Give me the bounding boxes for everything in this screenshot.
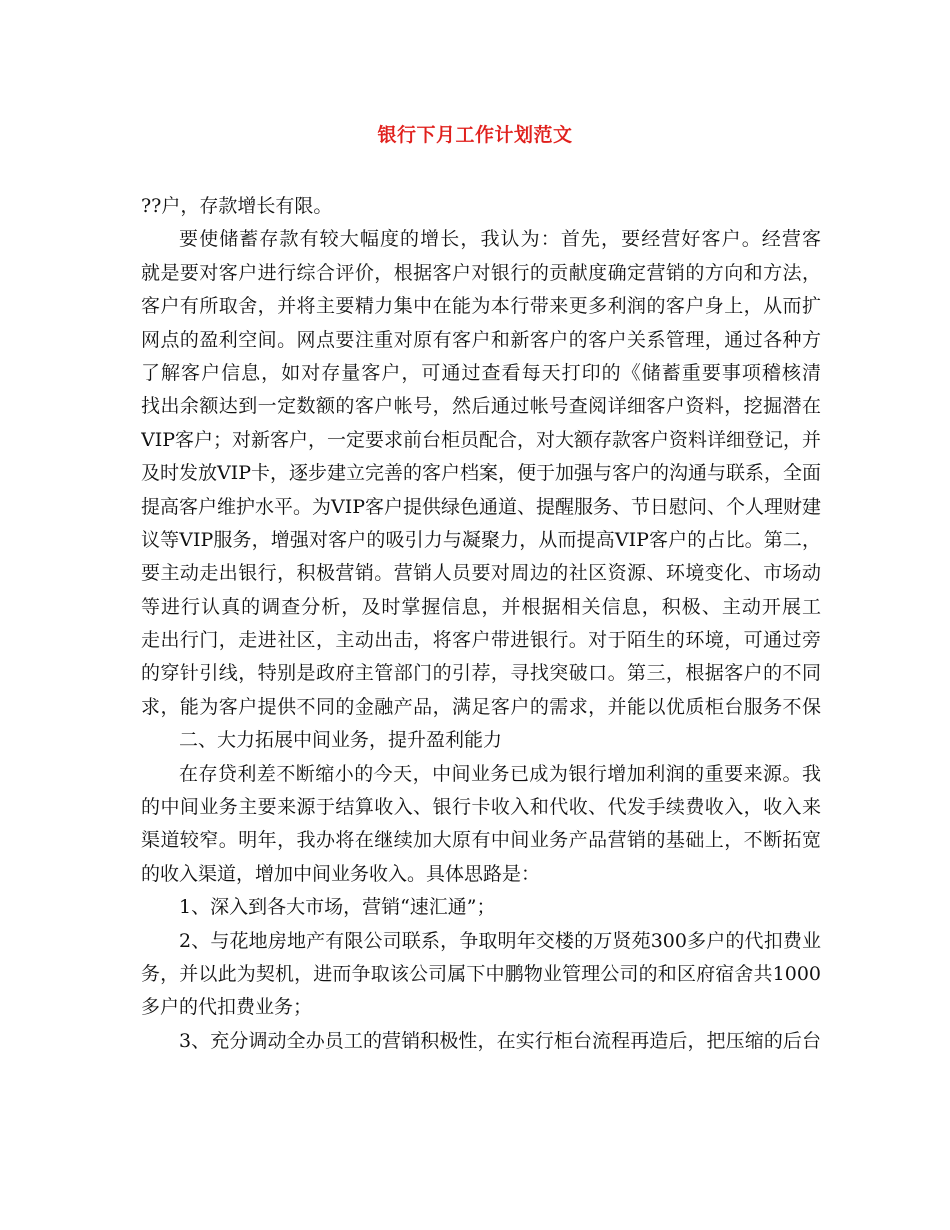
document-title: 银行下月工作计划范文	[377, 124, 573, 146]
body-line: 二、大力拓展中间业务，提升盈利能力	[179, 729, 503, 752]
body-line: 议等VIP服务，增强对客户的吸引力与凝聚力，从而提高VIP客户的占比。第二，	[141, 528, 821, 551]
body-line: 走出行门，走进社区，主动出击，将客户带进银行。对于陌生的环境，可通过旁	[141, 629, 821, 652]
body-line: 的中间业务主要来源于结算收入、银行卡收入和代收、代发手续费收入，收入来	[141, 796, 821, 819]
body-line: 提高客户维护水平。为VIP客户提供绿色通道、提醒服务、节日慰问、个人理财建	[141, 495, 821, 518]
body-line: 1、深入到各大市场，营销“速汇通”；	[179, 896, 496, 919]
body-line: 的收入渠道，增加中间业务收入。具体思路是：	[141, 862, 541, 885]
body-line: ??户，存款增长有限。	[141, 195, 333, 217]
body-line: 找出余额达到一定数额的客户帐号，然后通过帐号查阅详细客户资料，挖掘潜在	[141, 395, 821, 418]
body-line: 网点的盈利空间。网点要注重对原有客户和新客户的客户关系管理，通过各种方	[141, 328, 821, 351]
body-line: 要主动走出银行，积极营销。营销人员要对周边的社区资源、环境变化、市场动	[141, 562, 821, 585]
body-line: 要使储蓄存款有较大幅度的增长，我认为：首先，要经营好客户。经营客	[179, 228, 821, 251]
body-line: 渠道较窄。明年，我办将在继续加大原有中间业务产品营销的基础上，不断拓宽	[141, 829, 821, 852]
body-line: 3、充分调动全办员工的营销积极性，在实行柜台流程再造后，把压缩的后台	[179, 1029, 821, 1052]
document-body	[141, 190, 821, 1058]
body-line: 就是要对客户进行综合评价，根据客户对银行的贡献度确定营销的方向和方法，	[141, 261, 821, 284]
body-line: 求，能为客户提供不同的金融产品，满足客户的需求，并能以优质柜台服务不保	[141, 695, 821, 718]
body-line: 2、与花地房地产有限公司联系，争取明年交楼的万贤苑300多户的代扣费业	[179, 929, 821, 952]
body-line: 多户的代扣费业务；	[141, 996, 313, 1019]
body-line: 在存贷利差不断缩小的今天，中间业务已成为银行增加利润的重要来源。我	[179, 762, 821, 785]
body-line: 及时发放VIP卡，逐步建立完善的客户档案，便于加强与客户的沟通与联系，全面	[141, 462, 821, 485]
body-line: 等进行认真的调查分析，及时掌握信息，并根据相关信息，积极、主动开展工	[141, 595, 821, 618]
body-line: 的穿针引线，特别是政府主管部门的引荐，寻找突破口。第三，根据客户的不同	[141, 662, 821, 685]
body-line: 务，并以此为契机，进而争取该公司属下中鹏物业管理公司的和区府宿舍共1000	[141, 962, 821, 985]
body-line: 了解客户信息，如对存量客户，可通过查看每天打印的《储蓄重要事项稽核清	[141, 361, 821, 384]
body-line: VIP客户；对新客户，一定要求前台柜员配合，对大额存款客户资料详细登记，并	[141, 428, 821, 451]
body-line: 客户有所取舍，并将主要精力集中在能为本行带来更多利润的客户身上，从而扩	[141, 295, 821, 318]
